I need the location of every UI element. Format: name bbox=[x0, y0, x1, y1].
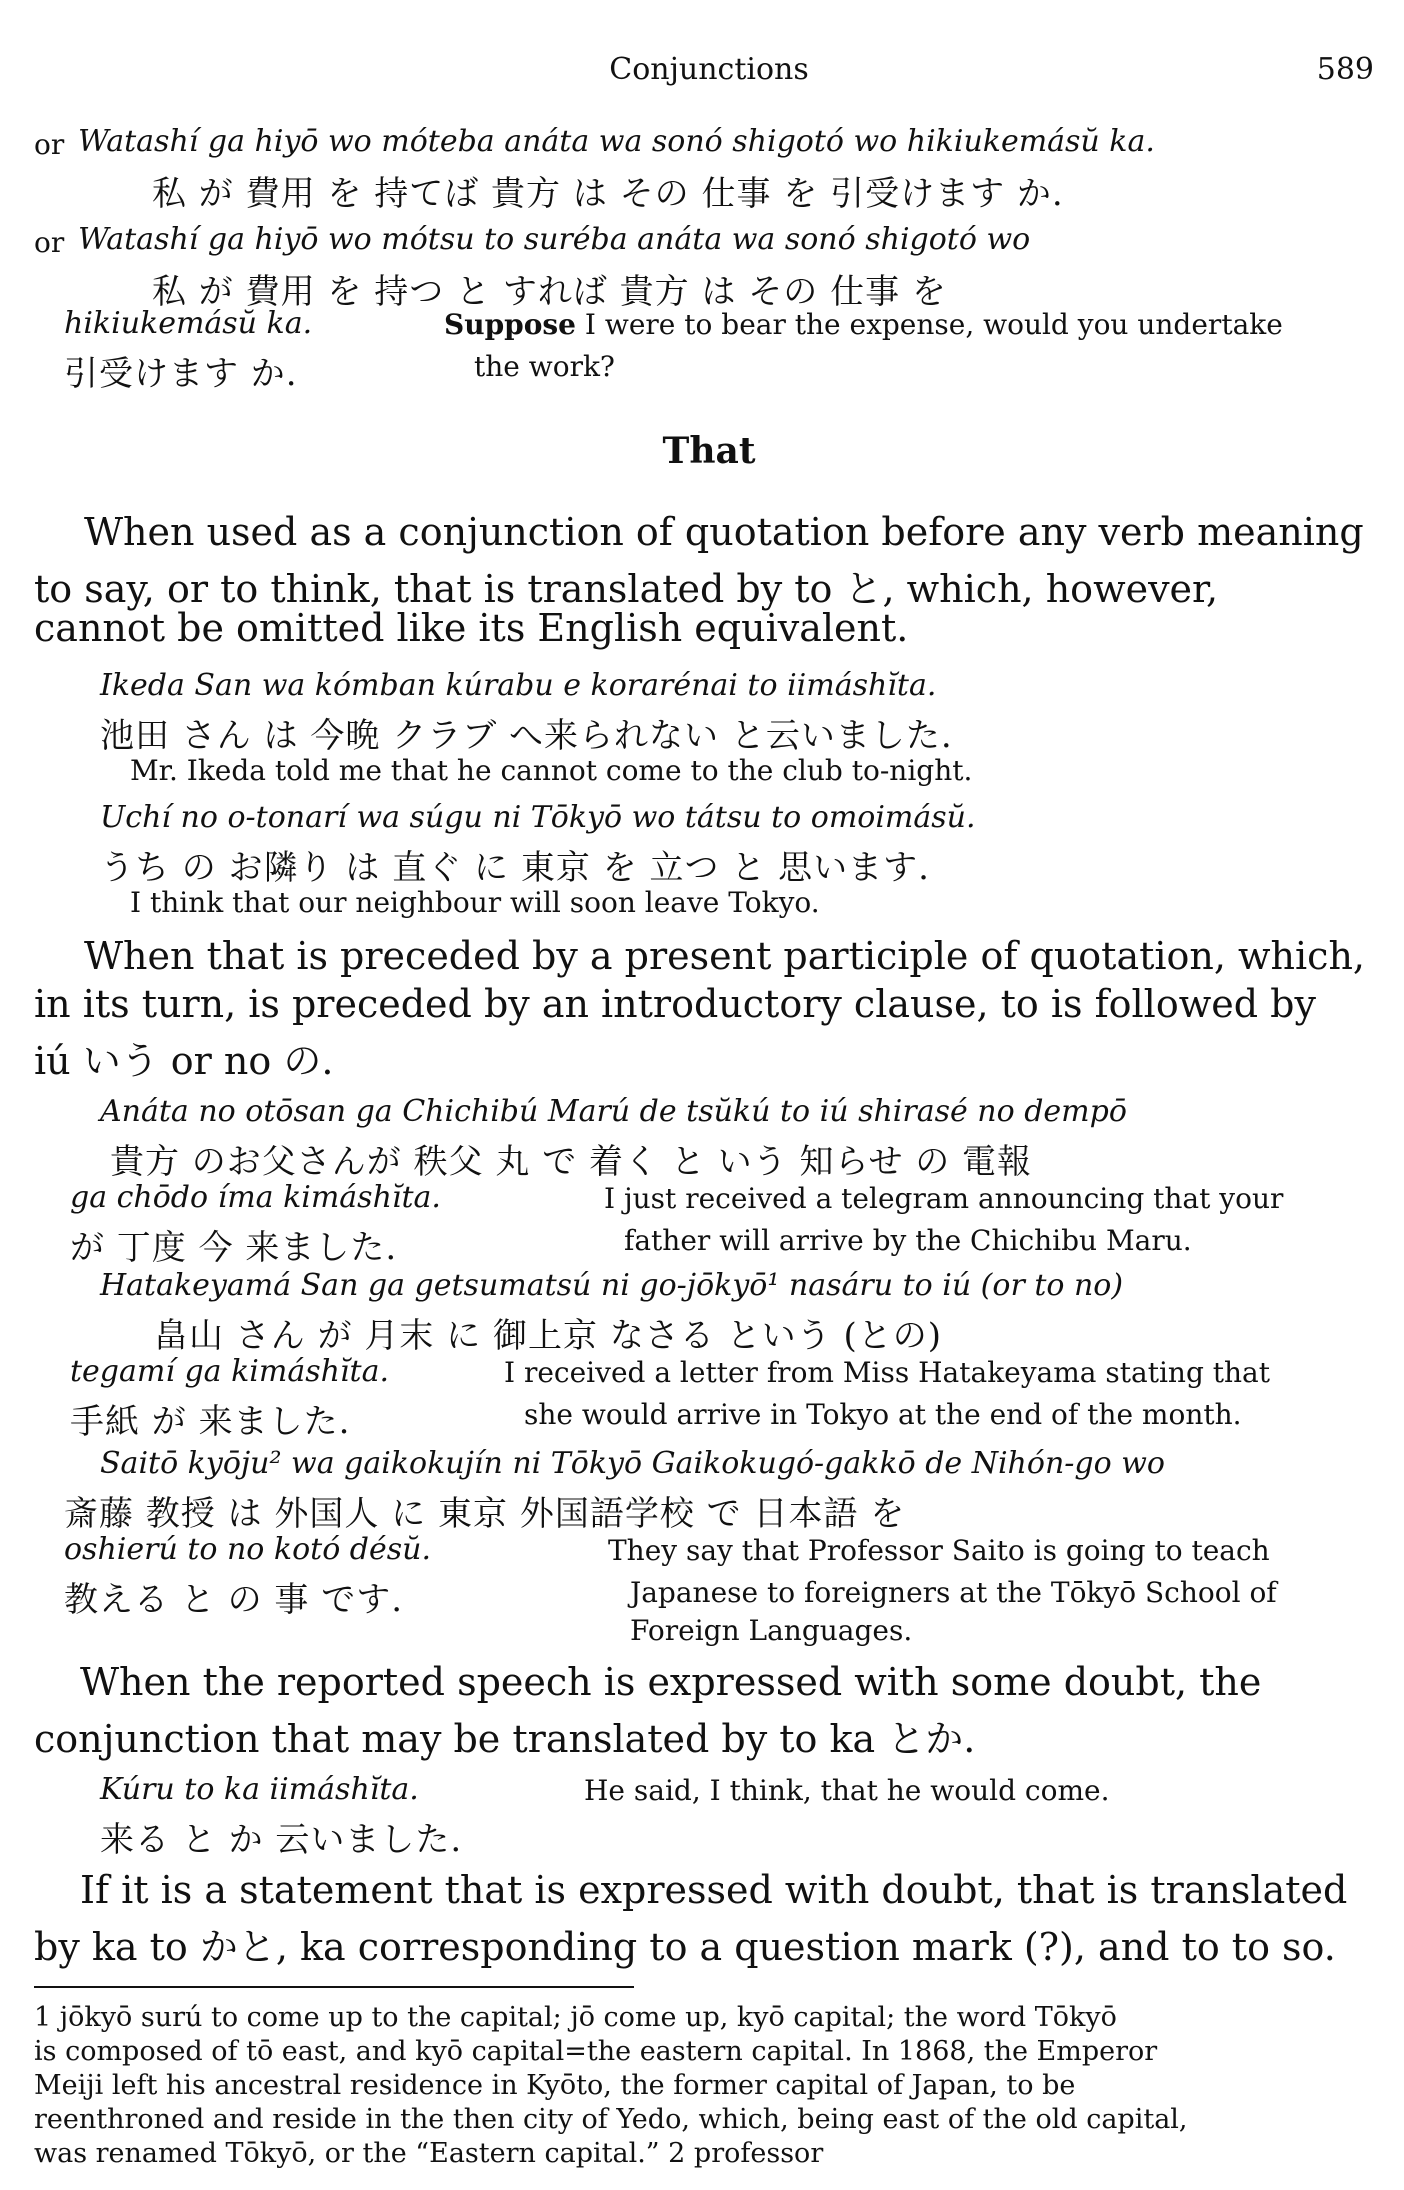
emphasis: Suppose bbox=[444, 308, 576, 341]
romaji-line: Anáta no otōsan ga Chichibú Marú de tsŭkú to iú shirasé no dempō bbox=[100, 1094, 1127, 1129]
translation-line bbox=[444, 308, 1283, 341]
japanese-line: 来る と か 云いました. bbox=[100, 1820, 463, 1860]
japanese-line: 貴方 のお父さんが 秩父 丸 で 着く と いう 知らせ の 電報 bbox=[110, 1142, 1033, 1182]
japanese-line: が 丁度 今 来ました. bbox=[70, 1228, 398, 1268]
japanese-line: 畠山 さん が 月末 に 御上京 なさる という (との) bbox=[154, 1316, 942, 1356]
translation-line: the work? bbox=[474, 350, 615, 383]
prose-line: When the reported speech is expressed with some doubt, the bbox=[80, 1660, 1262, 1704]
prose-line: When that is preceded by a present participle of quotation, which, bbox=[84, 934, 1366, 978]
translation-text: I were to bear the expense, would you undertake bbox=[576, 308, 1283, 341]
book-page bbox=[34, 0, 1384, 2190]
romaji-line: Watashí ga hiyō wo mótsu to suréba anáta wa sonó shigotó wo bbox=[78, 222, 1031, 257]
romaji-line: Saitō kyōju² wa gaikokujín ni Tōkyō Gaikokugó-gakkō de Nihón-go wo bbox=[100, 1446, 1165, 1481]
section-heading: That bbox=[662, 430, 756, 472]
translation-line: I just received a telegram announcing that your bbox=[604, 1182, 1284, 1215]
footnote-rule bbox=[34, 1986, 634, 1988]
romaji-line: Hatakeyamá San ga getsumatsú ni go-jōkyō¹ nasáru to iú (or to no) bbox=[100, 1268, 1124, 1303]
prose-line: in its turn, is preceded by an introductory clause, to is followed by bbox=[34, 982, 1316, 1026]
prose-line: iú いう or no の. bbox=[34, 1039, 334, 1083]
romaji-line: tegamí ga kimáshĭta. bbox=[70, 1354, 389, 1389]
translation-line: Japanese to foreigners at the Tōkyō School of bbox=[630, 1576, 1277, 1609]
prose-line: to say, or to think, that is translated by to と, which, however, bbox=[34, 567, 1219, 611]
romaji-line: hikiukemásŭ ka. bbox=[64, 306, 313, 341]
japanese-line: 教える と の 事 です. bbox=[64, 1580, 404, 1620]
prose-line: When used as a conjunction of quotation before any verb meaning bbox=[84, 510, 1364, 554]
footnote-line: reenthroned and reside in the then city of Yedo, which, being east of the old capital, bbox=[34, 2104, 1188, 2135]
romaji-line: ga chōdo íma kimáshĭta. bbox=[70, 1180, 441, 1215]
japanese-line: 手紙 が 来ました. bbox=[70, 1402, 351, 1442]
romaji-line: Ikeda San wa kómban kúrabu e korarénai to iimáshĭta. bbox=[100, 668, 937, 703]
romaji-line: Watashí ga hiyō wo móteba anáta wa sonó shigotó wo hikiukemásŭ ka. bbox=[78, 124, 1155, 159]
running-title: Conjunctions bbox=[609, 52, 809, 87]
prose-line: cannot be omitted like its English equivalent. bbox=[34, 606, 909, 650]
footnote-line: Meiji left his ancestral residence in Kyōto, the former capital of Japan, to be bbox=[34, 2070, 1076, 2101]
footnote-line: was renamed Tōkyō, or the “Eastern capital.” 2 professor bbox=[34, 2138, 824, 2169]
footnote-line: is composed of tō east, and kyō capital=the eastern capital. In 1868, the Emperor bbox=[34, 2036, 1158, 2067]
prose-line: conjunction that may be translated by to ka とか. bbox=[34, 1717, 976, 1761]
translation-line: Foreign Languages. bbox=[630, 1614, 913, 1647]
japanese-line: 私 が 費用 を 持つ と すれば 貴方 は その 仕事 を bbox=[152, 272, 947, 312]
translation-line: They say that Professor Saito is going to teach bbox=[608, 1534, 1270, 1567]
translation-line: I think that our neighbour will soon leave Tokyo. bbox=[130, 886, 820, 919]
japanese-line: 引受けます か. bbox=[64, 354, 298, 394]
romaji-line: Uchí no o-tonarí wa súgu ni Tōkyō wo tátsu to omoimásŭ. bbox=[100, 800, 976, 835]
japanese-line: 池田 さん は 今晩 クラブ へ来られない と云いました. bbox=[100, 716, 953, 756]
japanese-line: うち の お隣り は 直ぐ に 東京 を 立つ と 思います. bbox=[100, 848, 930, 888]
page-number: 589 bbox=[1316, 52, 1374, 87]
romaji-line: oshierú to no kotó désŭ. bbox=[64, 1532, 432, 1567]
or-label: or bbox=[34, 226, 65, 259]
japanese-line: 斎藤 教授 は 外国人 に 東京 外国語学校 で 日本語 を bbox=[64, 1494, 906, 1534]
translation-line: I received a letter from Miss Hatakeyama stating that bbox=[504, 1356, 1270, 1389]
prose-line: If it is a statement that is expressed with doubt, that is translated bbox=[80, 1868, 1348, 1912]
or-label: or bbox=[34, 128, 65, 161]
prose-line: by ka to かと, ka corresponding to a question mark (?), and to to so. bbox=[34, 1925, 1336, 1969]
romaji-line: Kúru to ka iimáshĭta. bbox=[100, 1772, 419, 1807]
japanese-line: 私 が 費用 を 持てば 貴方 は その 仕事 を 引受けます か. bbox=[152, 174, 1064, 214]
translation-line: she would arrive in Tokyo at the end of the month. bbox=[524, 1398, 1242, 1431]
translation-line: father will arrive by the Chichibu Maru. bbox=[624, 1224, 1192, 1257]
translation-line: He said, I think, that he would come. bbox=[584, 1774, 1110, 1807]
footnote-line: 1 jōkyō surú to come up to the capital; jō come up, kyō capital; the word Tōkyō bbox=[34, 2002, 1117, 2033]
page-header bbox=[34, 52, 1384, 92]
translation-line: Mr. Ikeda told me that he cannot come to the club to-night. bbox=[130, 754, 973, 787]
